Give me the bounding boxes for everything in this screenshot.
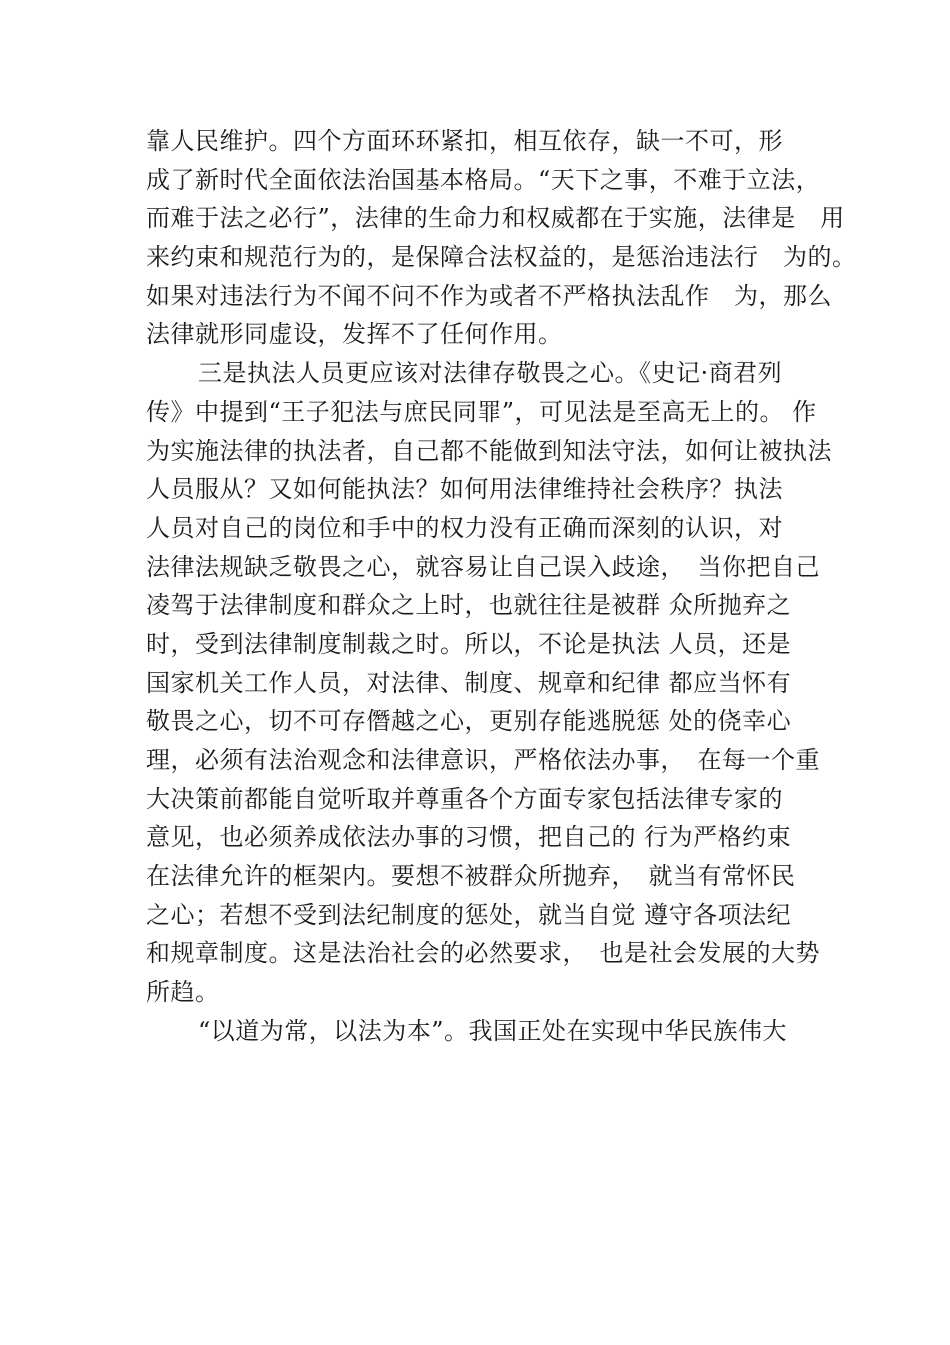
text-line: 而难于法之必行”，法律的生命力和权威都在于实施，法律是 用 [146,204,845,233]
paragraph-start-line: “以道为常，以法为本”。我国正处在实现中华民族伟大 [198,1016,788,1045]
text-line: 靠人民维护。四个方面环环紧扣，相互依存，缺一不可，形 [146,127,783,155]
text-line: 为实施法律的执法者，自己都不能做到知法守法，如何让被执法 [146,436,832,465]
text-line: 法律就形同虚设，发挥不了任何作用。 [146,320,563,349]
paragraph-start-line: 三是执法人员更应该对法律存敬畏之心。《史记·商君列 [198,359,783,388]
text-line: 之心；若想不受到法纪制度的惩处，就当自觉 遵守各项法纪 [146,900,792,929]
text-line: 来约束和规范行为的，是保障合法权益的，是惩治违法行 为的。 [146,243,857,272]
text-line: 国家机关工作人员，对法律、制度、规章和纪律 都应当怀有 [146,668,792,697]
text-line: 理，必须有法治观念和法律意识，严格依法办事， 在每一个重 [146,746,820,774]
text-line: 凌驾于法律制度和群众之上时，也就往往是被群 众所抛弃之 [146,591,792,620]
text-line: 意见，也必须养成依法办事的习惯，把自己的 行为严格约束 [146,823,792,852]
text-line: 成了新时代全面依法治国基本格局。“天下之事，不难于立法， [146,165,821,194]
text-line: 敬畏之心，切不可存僭越之心，更别存能逃脱惩 处的侥幸心 [146,707,792,736]
text-line: 所趋。 [146,978,220,1007]
text-line: 时，受到法律制度制裁之时。所以，不论是执法 人员，还是 [146,629,792,658]
text-line: 法律法规缺乏敬畏之心，就容易让自己误入歧途， 当你把自己 [146,552,820,581]
text-line: 大决策前都能自觉听取并尊重各个方面专家包括法律专家的 [146,784,783,813]
text-line: 在法律允许的框架内。要想不被群众所抛弃， 就当有常怀民 [146,862,796,891]
text-line: 和规章制度。这是法治社会的必然要求， 也是社会发展的大势 [146,939,820,968]
text-line: 人员服从？又如何能执法？如何用法律维持社会秩序？执法 [146,475,783,504]
text-line: 传》中提到“王子犯法与庶民同罪”，可见法是至高无上的。 作 [146,397,817,426]
text-line: 人员对自己的岗位和手中的权力没有正确而深刻的认识，对 [146,513,783,542]
text-line: 如果对违法行为不闻不问不作为或者不严格执法乱作 为，那么 [146,281,832,310]
body-text [146,122,857,1051]
